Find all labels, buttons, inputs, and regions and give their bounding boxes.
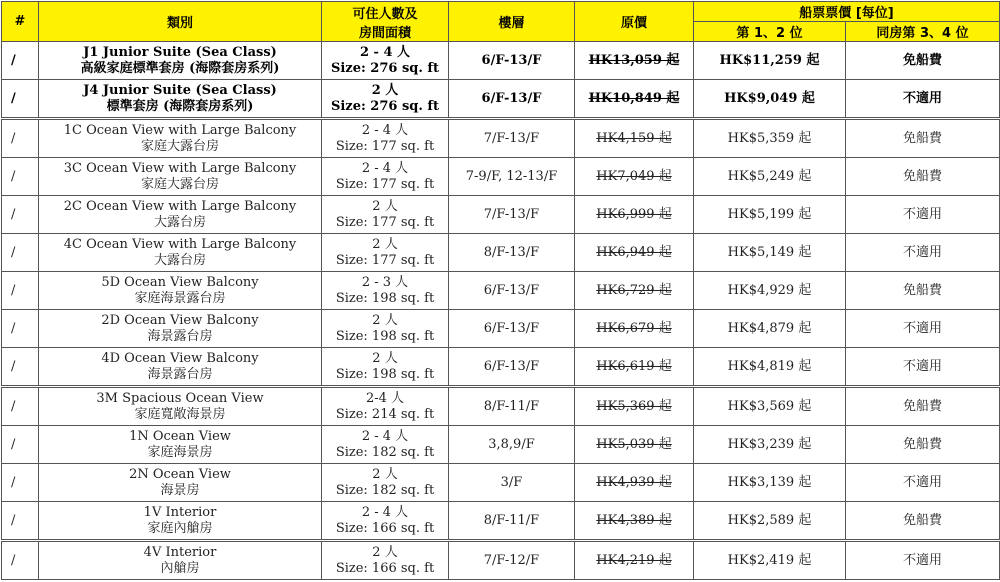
room-size: Size: 177 sq. ft: [335, 214, 435, 230]
row-floor: 8/F-13/F: [449, 234, 575, 272]
row-price-guest-1-2: HK$4,819 起: [694, 348, 846, 387]
room-name-en: 3C Ocean View with Large Balcony: [63, 160, 297, 176]
table-row: [2, 541, 1000, 580]
room-name-en: 4C Ocean View with Large Balcony: [63, 236, 297, 252]
row-floor: 6/F-13/F: [449, 80, 575, 119]
row-index: /: [2, 426, 39, 464]
row-index: /: [2, 464, 39, 502]
row-price-guest-3-4: 免船費: [846, 387, 1000, 426]
room-size: Size: 177 sq. ft: [335, 252, 435, 268]
original-price-struck: HK6,679 起: [596, 320, 672, 336]
room-size: Size: 177 sq. ft: [335, 176, 435, 192]
header-original-price: 原價: [575, 2, 694, 42]
row-price-guest-3-4: 不適用: [846, 464, 1000, 502]
row-floor: 3,8,9/F: [449, 426, 575, 464]
row-floor: 6/F-13/F: [449, 272, 575, 310]
row-price-guest-1-2: HK$11,259 起: [694, 42, 846, 80]
room-name-zh: 海景露台房: [147, 366, 213, 382]
row-floor: 6/F-13/F: [449, 348, 575, 387]
row-index: /: [2, 196, 39, 234]
row-index: /: [2, 272, 39, 310]
room-name-zh: 家庭大露台房: [140, 176, 219, 192]
header-ticket-price: 船票票價 [每位]: [694, 2, 1000, 22]
row-index: /: [2, 310, 39, 348]
row-index: /: [2, 541, 39, 580]
row-price-guest-1-2: HK$3,569 起: [694, 387, 846, 426]
room-guests: 2 - 4 人: [359, 44, 411, 60]
room-name-zh: 家庭海景房: [147, 444, 213, 460]
row-index: /: [2, 387, 39, 426]
room-name-zh: 家庭寬敞海景房: [134, 406, 226, 422]
row-category: [39, 158, 322, 196]
table-row: [2, 119, 1000, 158]
row-capacity: [322, 119, 449, 158]
row-price-guest-1-2: HK$5,149 起: [694, 234, 846, 272]
table-row: [2, 80, 1000, 119]
row-category: [39, 42, 322, 80]
room-name-zh: 大露台房: [153, 252, 206, 268]
row-price-guest-1-2: HK$2,589 起: [694, 502, 846, 541]
row-floor: 6/F-13/F: [449, 310, 575, 348]
room-guests: 2 - 4 人: [361, 504, 409, 520]
room-size: Size: 198 sq. ft: [335, 328, 435, 344]
row-category: [39, 196, 322, 234]
room-guests: 2 人: [372, 312, 398, 328]
room-size: Size: 198 sq. ft: [335, 290, 435, 306]
table-row: [2, 272, 1000, 310]
original-price-struck: HK4,219 起: [596, 552, 672, 568]
row-floor: 8/F-11/F: [449, 387, 575, 426]
row-original-price: [575, 234, 694, 272]
table-row: [2, 234, 1000, 272]
row-category: [39, 541, 322, 580]
room-name-en: 3M Spacious Ocean View: [96, 390, 264, 406]
row-floor: 7/F-13/F: [449, 196, 575, 234]
row-price-guest-1-2: HK$3,139 起: [694, 464, 846, 502]
row-price-guest-3-4: 免船費: [846, 426, 1000, 464]
room-size: Size: 198 sq. ft: [335, 366, 435, 382]
row-original-price: [575, 196, 694, 234]
original-price-struck: HK4,159 起: [596, 130, 672, 146]
row-price-guest-1-2: HK$5,199 起: [694, 196, 846, 234]
row-original-price: [575, 426, 694, 464]
room-size: Size: 276 sq. ft: [330, 98, 440, 114]
row-price-guest-1-2: HK$9,049 起: [694, 80, 846, 119]
room-name-zh: 海景房: [160, 482, 200, 498]
room-name-en: 2N Ocean View: [129, 466, 231, 482]
room-size: Size: 276 sq. ft: [330, 60, 440, 76]
row-category: [39, 426, 322, 464]
row-price-guest-3-4: 不適用: [846, 541, 1000, 580]
row-category: [39, 119, 322, 158]
row-index: /: [2, 502, 39, 541]
header-capacity: [322, 2, 449, 42]
row-price-guest-1-2: HK$2,419 起: [694, 541, 846, 580]
row-category: [39, 464, 322, 502]
room-name-zh: 標準套房 (海際套房系列): [106, 98, 254, 114]
room-name-en: 1N Ocean View: [129, 428, 231, 444]
row-price-guest-1-2: HK$3,239 起: [694, 426, 846, 464]
row-capacity: [322, 158, 449, 196]
row-original-price: [575, 310, 694, 348]
header-index: #: [2, 2, 39, 42]
row-price-guest-3-4: 免船費: [846, 158, 1000, 196]
row-category: [39, 272, 322, 310]
room-guests: 2 人: [372, 544, 398, 560]
table-row: [2, 502, 1000, 541]
row-category: [39, 348, 322, 387]
row-floor: 7/F-12/F: [449, 541, 575, 580]
row-capacity: [322, 272, 449, 310]
row-price-guest-3-4: 免船費: [846, 272, 1000, 310]
row-price-guest-3-4: 免船費: [846, 502, 1000, 541]
row-floor: 7/F-13/F: [449, 119, 575, 158]
room-size: Size: 214 sq. ft: [335, 406, 435, 422]
row-capacity: [322, 502, 449, 541]
row-price-guest-3-4: 不適用: [846, 234, 1000, 272]
room-size: Size: 182 sq. ft: [335, 444, 435, 460]
room-guests: 2 人: [372, 236, 398, 252]
row-floor: 6/F-13/F: [449, 42, 575, 80]
row-index: /: [2, 158, 39, 196]
row-price-guest-3-4: 不適用: [846, 196, 1000, 234]
original-price-struck: HK6,949 起: [596, 244, 672, 260]
room-name-en: 2C Ocean View with Large Balcony: [63, 198, 297, 214]
row-category: [39, 310, 322, 348]
original-price-struck: HK5,369 起: [596, 398, 672, 414]
room-size: Size: 177 sq. ft: [335, 138, 435, 154]
row-price-guest-1-2: HK$5,249 起: [694, 158, 846, 196]
original-price-struck: HK6,729 起: [596, 282, 672, 298]
table-row: [2, 310, 1000, 348]
table-row: [2, 426, 1000, 464]
row-price-guest-3-4: 免船費: [846, 42, 1000, 80]
header-guest-1-2: 第 1、2 位: [694, 22, 846, 42]
room-size: Size: 166 sq. ft: [335, 520, 435, 536]
row-index: /: [2, 234, 39, 272]
room-guests: 2 - 4 人: [361, 428, 409, 444]
room-name-en: J4 Junior Suite (Sea Class): [83, 82, 277, 98]
room-name-en: 5D Ocean View Balcony: [101, 274, 259, 290]
row-floor: 3/F: [449, 464, 575, 502]
original-price-struck: HK4,389 起: [596, 512, 672, 528]
table-row: [2, 196, 1000, 234]
row-category: [39, 502, 322, 541]
row-capacity: [322, 348, 449, 387]
original-price-struck: HK5,039 起: [596, 436, 672, 452]
room-name-zh: 高級家庭標準套房 (海際套房系列): [80, 60, 280, 76]
row-index: /: [2, 80, 39, 119]
room-guests: 2 - 4 人: [361, 160, 409, 176]
row-price-guest-3-4: 免船費: [846, 119, 1000, 158]
original-price-struck: HK6,619 起: [596, 358, 672, 374]
row-floor: 7-9/F, 12-13/F: [449, 158, 575, 196]
row-index: /: [2, 42, 39, 80]
room-name-zh: 家庭大露台房: [140, 138, 219, 154]
row-capacity: [322, 464, 449, 502]
row-price-guest-3-4: 不適用: [846, 80, 1000, 119]
header-capacity-line2: 房間面積: [358, 25, 411, 41]
room-name-zh: 家庭內艙房: [147, 520, 213, 536]
row-index: /: [2, 348, 39, 387]
row-capacity: [322, 196, 449, 234]
room-name-en: 2D Ocean View Balcony: [101, 312, 259, 328]
row-price-guest-1-2: HK$5,359 起: [694, 119, 846, 158]
room-name-en: 4V Interior: [143, 544, 217, 560]
original-price-struck: HK13,059 起: [588, 52, 680, 68]
table-row: [2, 387, 1000, 426]
room-name-zh: 海景露台房: [147, 328, 213, 344]
room-guests: 2 - 4 人: [361, 122, 409, 138]
row-floor: 8/F-11/F: [449, 502, 575, 541]
original-price-struck: HK4,939 起: [596, 474, 672, 490]
row-capacity: [322, 387, 449, 426]
row-capacity: [322, 310, 449, 348]
room-guests: 2 - 3 人: [361, 274, 409, 290]
row-original-price: [575, 464, 694, 502]
room-name-zh: 內艙房: [160, 560, 200, 576]
row-price-guest-3-4: 不適用: [846, 310, 1000, 348]
row-original-price: [575, 502, 694, 541]
table-body: [2, 42, 1000, 580]
table-row: [2, 42, 1000, 80]
header-capacity-line1: 可住人數及: [352, 6, 418, 22]
room-size: Size: 166 sq. ft: [335, 560, 435, 576]
room-name-en: 1V Interior: [143, 504, 217, 520]
row-original-price: [575, 119, 694, 158]
row-index: /: [2, 119, 39, 158]
room-guests: 2-4 人: [365, 390, 405, 406]
row-capacity: [322, 234, 449, 272]
cruise-price-table: [1, 1, 1000, 580]
row-original-price: [575, 80, 694, 119]
room-guests: 2 人: [372, 350, 398, 366]
row-category: [39, 80, 322, 119]
header-floor: 樓層: [449, 2, 575, 42]
room-name-zh: 家庭海景露台房: [134, 290, 226, 306]
room-name-en: 4D Ocean View Balcony: [101, 350, 259, 366]
room-name-en: J1 Junior Suite (Sea Class): [83, 44, 277, 60]
table-row: [2, 464, 1000, 502]
original-price-struck: HK10,849 起: [588, 90, 680, 106]
room-size: Size: 182 sq. ft: [335, 482, 435, 498]
table-row: [2, 158, 1000, 196]
original-price-struck: HK7,049 起: [596, 168, 672, 184]
row-price-guest-3-4: 不適用: [846, 348, 1000, 387]
row-capacity: [322, 426, 449, 464]
table-row: [2, 348, 1000, 387]
row-category: [39, 234, 322, 272]
row-original-price: [575, 541, 694, 580]
room-guests: 2 人: [372, 466, 398, 482]
room-name-en: 1C Ocean View with Large Balcony: [63, 122, 297, 138]
header-guest-3-4: 同房第 3、4 位: [846, 22, 1000, 42]
row-capacity: [322, 80, 449, 119]
header-category: 類別: [39, 2, 322, 42]
row-original-price: [575, 348, 694, 387]
row-original-price: [575, 387, 694, 426]
row-category: [39, 387, 322, 426]
row-original-price: [575, 272, 694, 310]
row-price-guest-1-2: HK$4,879 起: [694, 310, 846, 348]
row-original-price: [575, 42, 694, 80]
row-capacity: [322, 42, 449, 80]
room-guests: 2 人: [372, 198, 398, 214]
row-price-guest-1-2: HK$4,929 起: [694, 272, 846, 310]
room-guests: 2 人: [371, 82, 399, 98]
original-price-struck: HK6,999 起: [596, 206, 672, 222]
row-capacity: [322, 541, 449, 580]
row-original-price: [575, 158, 694, 196]
room-name-zh: 大露台房: [153, 214, 206, 230]
